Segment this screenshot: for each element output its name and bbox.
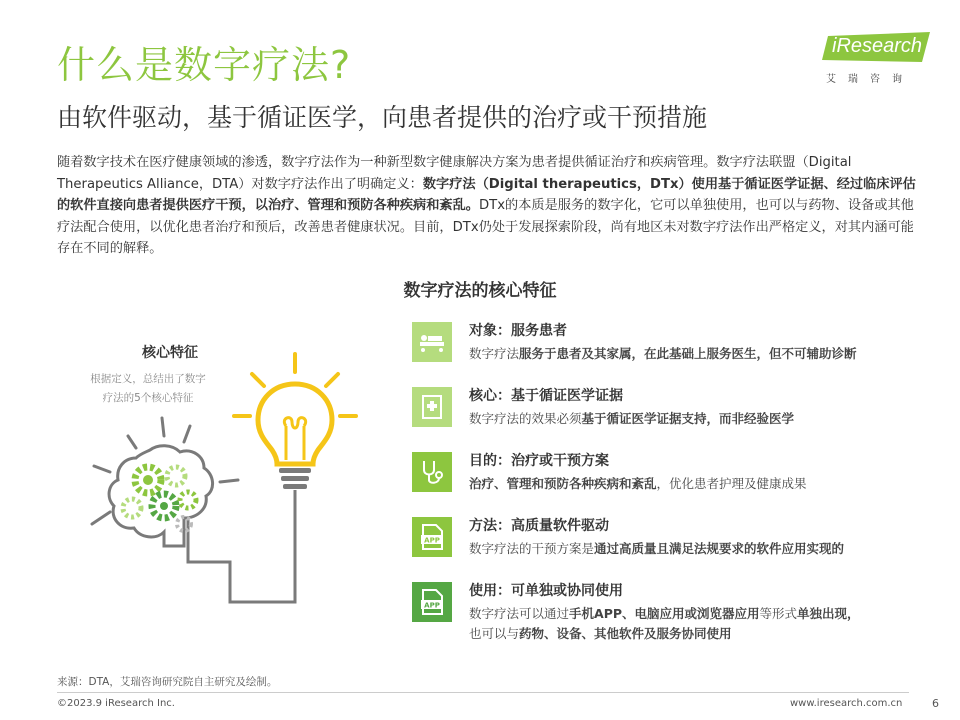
svg-text:APP: APP — [424, 536, 440, 545]
feature-desc: 数字疗法的效果必须基于循证医学证据支持，而非经验医学 — [469, 411, 795, 426]
svg-text:APP: APP — [424, 601, 440, 610]
footer-divider — [57, 692, 909, 693]
page-subtitle: 由软件驱动，基于循证医学，向患者提供的治疗或干预措施 — [57, 103, 708, 132]
intro-text-1: 随着数字技术在医疗健康领域的渗透，数字疗法作为一种新型数字健康解决方案为患者提供循证治疗和疾病管理。数字疗法联盟（Digital Therapeutics Alliance，DTA）对数字疗法作出了明确定义： — [57, 155, 852, 192]
feature-title: 目的：治疗或干预方案 — [469, 453, 609, 469]
intro-paragraph — [57, 152, 919, 260]
feature-usage — [412, 580, 912, 646]
feature-title: 核心：基于循证医学证据 — [469, 388, 623, 404]
page-number: 6 — [932, 697, 939, 710]
feature-desc: 数字疗法的干预方案是通过高质量且满足法规要求的软件应用实现的 — [469, 541, 845, 556]
feature-title: 使用：可单独或协同使用 — [469, 583, 623, 599]
logo-cn-text: 艾瑞咨询 — [826, 74, 914, 85]
medical-book-icon — [412, 387, 452, 427]
app-file-icon — [412, 517, 452, 557]
stethoscope-icon — [412, 452, 452, 492]
page-title: 什么是数字疗法? — [57, 43, 352, 87]
feature-title: 方法：高质量软件驱动 — [469, 518, 609, 534]
feature-desc: 数字疗法服务于患者及其家属，在此基础上服务医生，但不可辅助诊断 — [469, 346, 857, 361]
feature-desc: 治疗、管理和预防各种疾病和紊乱，优化患者护理及健康成果 — [469, 476, 807, 491]
feature-method — [412, 515, 912, 573]
core-features-heading: 核心特征 — [142, 345, 198, 361]
feature-core — [412, 385, 912, 443]
feature-target — [412, 320, 912, 378]
logo-text: iResearch — [832, 35, 923, 57]
iresearch-logo — [818, 30, 938, 90]
website-link[interactable]: www.iresearch.com.cn — [790, 698, 903, 709]
feature-purpose — [412, 450, 912, 508]
patient-bed-icon — [412, 322, 452, 362]
intro-text-3: DTx的本质是服务的数字化，它可以单独使用，也可以与药物、设备或其他疗法配合使用，以优化患者治疗和预后，改善患者健康状况。目前，DTx仍处于发展探索阶段，尚有地区未对数字疗法作出严格定义，对其内涵可能存在不同的解释。 — [57, 198, 914, 256]
app-file-icon — [412, 582, 452, 622]
copyright-text: ©2023.9 iResearch Inc. — [57, 698, 175, 709]
feature-title: 对象：服务患者 — [469, 323, 567, 339]
feature-desc: 数字疗法可以通过手机APP、电脑应用或浏览器应用等形式单独出现， 也可以与药物、设备、其他软件及服务协同使用 — [469, 606, 860, 641]
section-title: 数字疗法的核心特征 — [403, 281, 557, 301]
source-note: 来源：DTA，艾瑞咨询研究院自主研究及绘制。 — [57, 676, 278, 688]
intro-definition: 数字疗法（Digital therapeutics，DTx）使用基于循证医学证据、经过临床评估的软件直接向患者提供医疗干预，以治疗、管理和预防各种疾病和紊乱。 — [57, 176, 916, 213]
core-features-note: 根据定义，总结出了数字疗法的5个核心特征 — [90, 373, 206, 404]
lightbulb-icon — [258, 384, 332, 489]
